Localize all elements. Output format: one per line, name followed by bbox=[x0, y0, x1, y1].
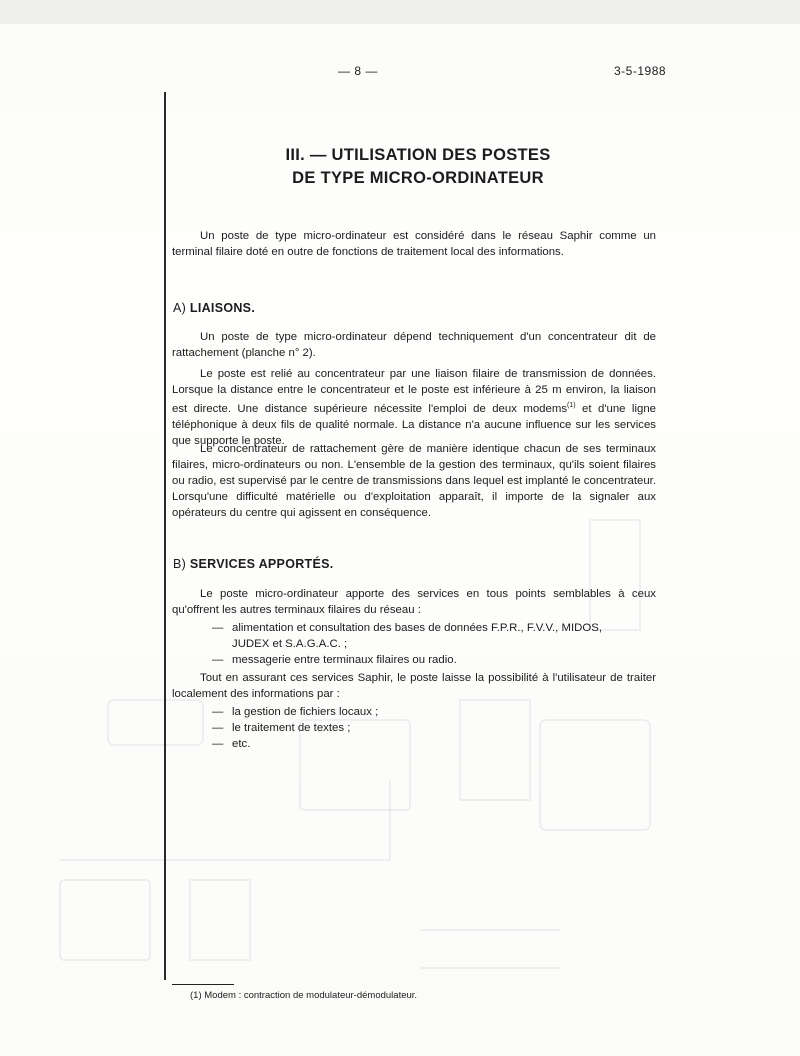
section-b-marker: B) bbox=[173, 557, 187, 571]
list-dash: — bbox=[212, 738, 224, 750]
footnote-reference: (1) bbox=[567, 402, 576, 409]
list-dash: — bbox=[212, 706, 224, 718]
list-dash: — bbox=[212, 654, 224, 666]
services-list-item-1-cont: JUDEX et S.A.G.A.C. ; bbox=[232, 638, 348, 650]
local-list-item-2: le traitement de textes ; bbox=[232, 722, 351, 734]
services-list-item-2: messagerie entre terminaux filaires ou radio. bbox=[232, 654, 457, 666]
list-dash: — bbox=[212, 722, 224, 734]
section-b-paragraph-1: Le poste micro-ordinateur apporte des services en tous points semblables à ceux qu'offrent les autres terminaux filaires du réseau : bbox=[172, 588, 656, 616]
list-dash: — bbox=[212, 622, 224, 634]
document-date: 3-5-1988 bbox=[614, 64, 667, 78]
services-list-item-1: alimentation et consultation des bases de données F.P.R., F.V.V., MIDOS, bbox=[232, 622, 602, 634]
section-a-paragraph-2-end: et d'une ligne téléphonique à deux fils de qualité normale. La distance n'a aucune influence sur les services que supporte le poste. bbox=[172, 403, 656, 447]
section-a-heading bbox=[173, 301, 255, 315]
section-b-title: SERVICES APPORTÉS. bbox=[189, 557, 334, 571]
margin-rule bbox=[164, 92, 166, 980]
page-number: — 8 — bbox=[338, 64, 378, 78]
local-list-item-3: etc. bbox=[232, 738, 251, 750]
section-a-marker: A) bbox=[173, 301, 187, 315]
section-b-heading bbox=[173, 557, 334, 571]
footnote: (1) Modem : contraction de modulateur-démodulateur. bbox=[190, 990, 418, 1001]
section-a-paragraph-2 bbox=[172, 366, 656, 449]
page-title-line-2: DE TYPE MICRO-ORDINATEUR bbox=[292, 169, 544, 187]
section-a-paragraph-2-start: Le poste est relié au concentrateur par une liaison filaire de transmission de données. Lorsque la distance entre le concentrateur et le poste est inférieure à 25 m environ, la liaison est directe. Une distance supérieure nécessite l'emploi de deux modems bbox=[172, 368, 656, 415]
local-list-item-1: la gestion de fichiers locaux ; bbox=[232, 706, 379, 718]
section-b-paragraph-2: Tout en assurant ces services Saphir, le poste laisse la possibilité à l'utilisateur de traiter localement des informations par : bbox=[172, 672, 656, 700]
footnote-rule bbox=[172, 984, 234, 985]
intro-paragraph: Un poste de type micro-ordinateur est considéré dans le réseau Saphir comme un terminal filaire doté en outre de fonctions de traitement local des informations. bbox=[172, 230, 656, 258]
section-a-paragraph-3: Le concentrateur de rattachement gère de manière identique chacun de ses terminaux filaires, micro-ordinateurs ou non. L'ensemble de la gestion des terminaux, qu'ils soient filaires ou radio, est supervisé par le centre de transmissions dans lequel est implanté le concentrateur. Lorsqu'une difficulté matérielle ou d'exploitation apparaît, il importe de la signaler aux opérateurs du centre qui agissent en conséquence. bbox=[172, 443, 656, 519]
page-title-line-1: III. — UTILISATION DES POSTES bbox=[285, 146, 551, 164]
section-a-title: LIAISONS. bbox=[189, 301, 256, 315]
section-a-paragraph-1: Un poste de type micro-ordinateur dépend techniquement d'un concentrateur dit de rattachement (planche n° 2). bbox=[172, 331, 656, 359]
